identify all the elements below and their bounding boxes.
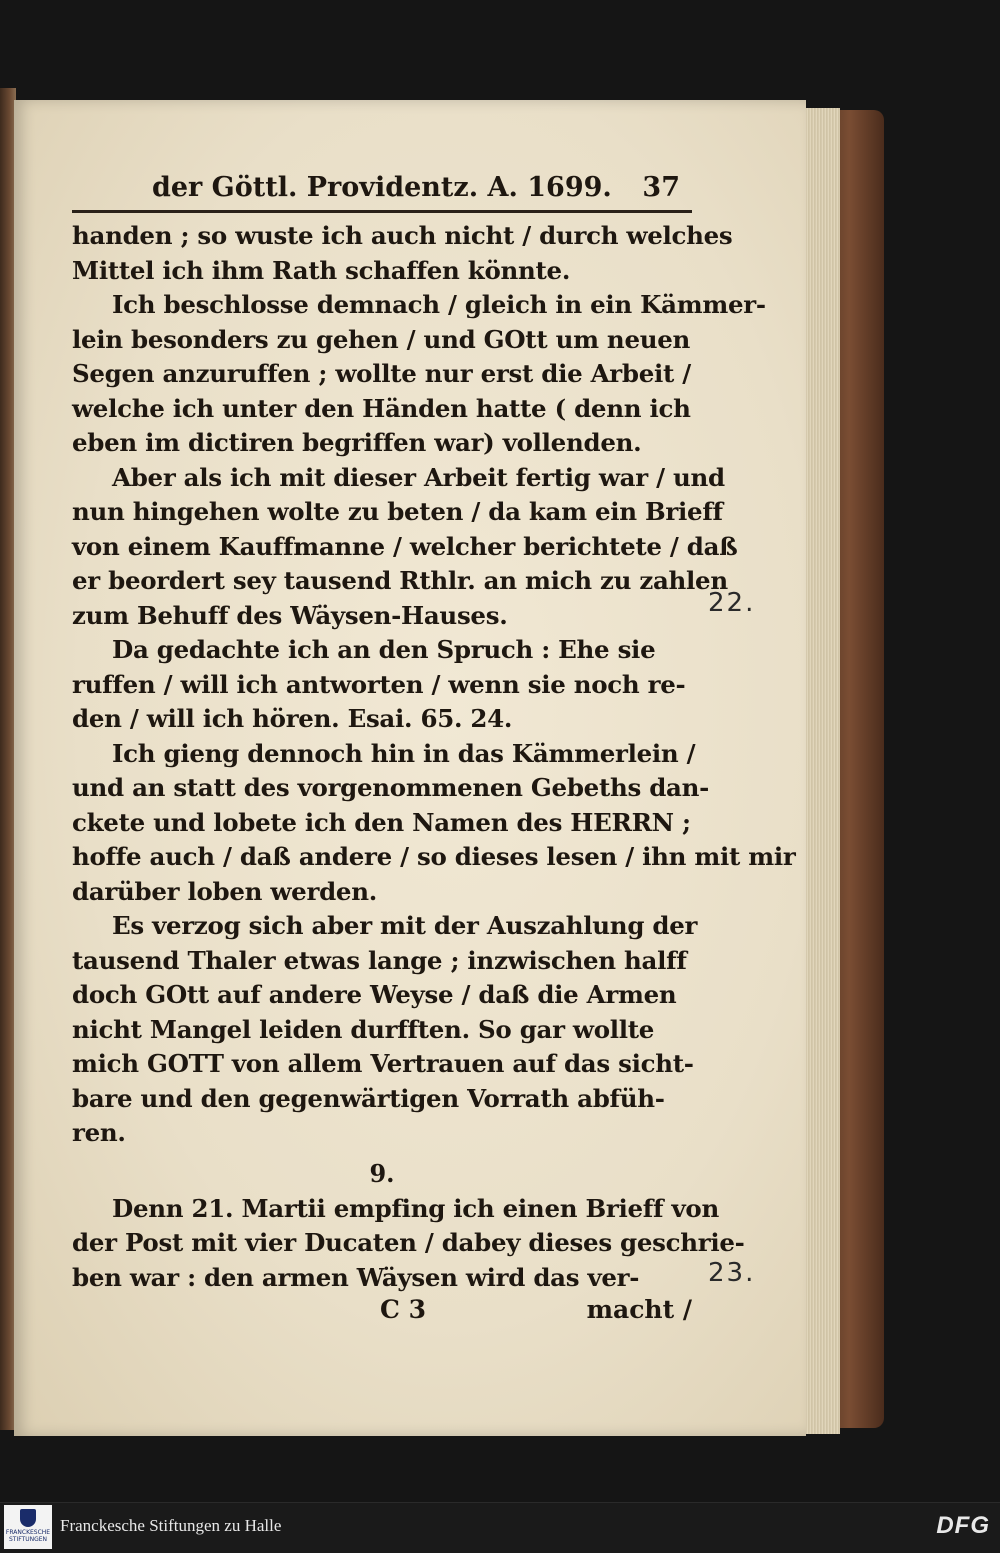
text-line: ckete und lobete ich den Namen des HERRN ; xyxy=(72,807,691,837)
text-line: er beordert sey tausend Rthlr. an mich zu zahlen xyxy=(72,566,728,595)
text-line: Ich gieng dennoch hin in das Kämmerlein / xyxy=(112,738,696,768)
dfg-logo[interactable]: DFG xyxy=(936,1512,990,1539)
text-line: den / will ich hören. Esai. 65. 24. xyxy=(72,704,513,733)
text-line: lein besonders zu gehen / und GOtt um neuen xyxy=(72,324,691,354)
text-line: Denn 21. Martii empfing ich einen Brieff von xyxy=(112,1193,719,1223)
header-rule xyxy=(72,210,692,213)
text-line: Aber als ich mit dieser Arbeit fertig war / und xyxy=(112,462,725,492)
text-line: und an statt des vorgenommenen Gebeths dan- xyxy=(72,773,709,802)
text-line: hoffe auch / daß andere / so dieses lesen / ihn mit mir xyxy=(72,842,796,871)
text-line: tausend Thaler etwas lange ; inzwischen halff xyxy=(72,945,687,975)
text-line: darüber loben werden. xyxy=(72,876,377,906)
margin-note-22: 22. xyxy=(708,588,756,618)
text-line: Segen anzuruffen ; wollte nur erst die Arbeit / xyxy=(72,359,691,388)
section-number: 9. xyxy=(369,1158,395,1188)
signature-mark: C 3 xyxy=(380,1295,426,1324)
text-line: welche ich unter den Händen hatte ( denn ich xyxy=(72,393,691,423)
text-line: Ich beschlosse demnach / gleich in ein Kämmer- xyxy=(112,290,766,319)
text-line: nicht Mangel leiden durfften. So gar wollte xyxy=(72,1014,655,1044)
text-line: der Post mit vier Ducaten / dabey dieses geschrie- xyxy=(72,1228,745,1257)
paragraph xyxy=(72,219,733,288)
text-line: Es verzog sich aber mit der Auszahlung der xyxy=(112,911,698,940)
running-header xyxy=(72,172,692,210)
institution-logo[interactable] xyxy=(4,1505,52,1549)
paragraph xyxy=(72,288,766,461)
text-line: zum Behuff des Wäysen-Hauses. xyxy=(72,600,508,630)
text-line: nun hingehen wolte zu beten / da kam ein Brieff xyxy=(72,497,723,526)
text-line: eben im dictiren begriffen war) vollenden. xyxy=(72,428,642,457)
logo-emblem-icon xyxy=(20,1509,36,1527)
text-line: Da gedachte ich an den Spruch : Ehe sie xyxy=(112,635,656,664)
paragraph xyxy=(72,909,698,1151)
page-number: 37 xyxy=(642,172,680,203)
page-stack-edge xyxy=(800,108,840,1434)
text-line: handen ; so wuste ich auch nicht / durch welches xyxy=(72,221,733,250)
text-line: ben war : den armen Wäysen wird das ver- xyxy=(72,1262,640,1292)
book-page xyxy=(14,100,806,1436)
logo-text: FRANCKESCHE STIFTUNGEN xyxy=(5,1529,51,1543)
running-title: der Göttl. Providentz. A. 1699. xyxy=(152,172,612,203)
catchword: macht / xyxy=(586,1295,692,1324)
text-line: mich GOTT von allem Vertrauen auf das sicht- xyxy=(72,1049,694,1078)
text-line: Mittel ich ihm Rath schaffen könnte. xyxy=(72,255,571,285)
text-line: von einem Kauffmanne / welcher berichtete / daß xyxy=(72,531,738,561)
paragraph xyxy=(72,633,692,737)
margin-note-23: 23. xyxy=(708,1258,756,1288)
viewer-footer-bar xyxy=(0,1502,1000,1553)
paragraph xyxy=(72,737,796,910)
text-line: ren. xyxy=(72,1118,126,1147)
institution-name[interactable]: Franckesche Stiftungen zu Halle xyxy=(60,1516,282,1535)
text-line: doch GOtt auf andere Weyse / daß die Armen xyxy=(72,980,677,1009)
page-footer xyxy=(72,1295,692,1331)
text-line: bare und den gegenwärtigen Vorrath abfüh- xyxy=(72,1083,665,1113)
text-line: ruffen / will ich antworten / wenn sie noch re- xyxy=(72,669,686,699)
